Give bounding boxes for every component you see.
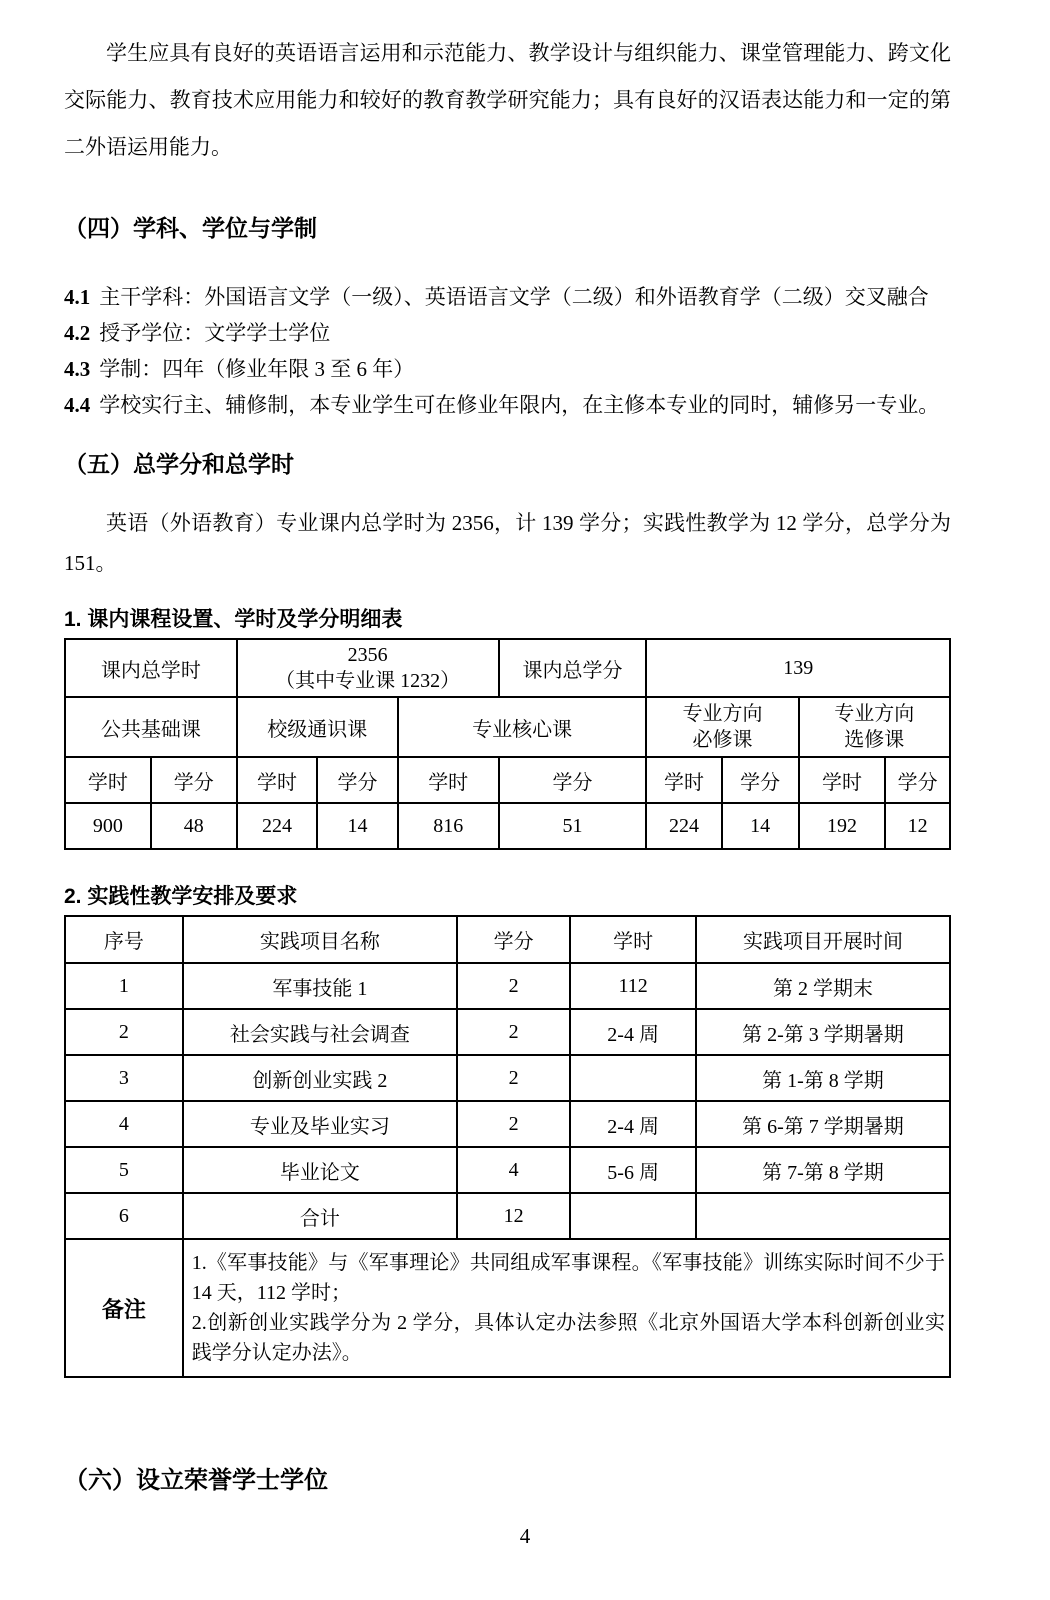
total-hours-number: 2356 bbox=[347, 644, 388, 666]
cell-seq: 5 bbox=[65, 1147, 183, 1193]
table-row bbox=[65, 963, 950, 1009]
cell-value: 14 bbox=[722, 803, 799, 849]
note-row bbox=[65, 1239, 950, 1377]
cell-category-general: 校级通识课 bbox=[237, 697, 398, 757]
item-4-1-text: 主干学科：外国语言文学（一级）、英语语言文学（二级）和外语教育学（二级）交叉融合 bbox=[99, 285, 929, 309]
cell-project-name: 专业及毕业实习 bbox=[183, 1101, 457, 1147]
cell-subheader: 学时 bbox=[65, 757, 151, 803]
table-row bbox=[65, 1101, 950, 1147]
cell-hours: 2-4 周 bbox=[570, 1009, 696, 1055]
item-4-4-text: 学校实行主、辅修制，本专业学生可在修业年限内，在主修本专业的同时，辅修另一专业。 bbox=[99, 393, 940, 417]
practice-header-row bbox=[65, 916, 950, 963]
cell-subheader: 学时 bbox=[646, 757, 721, 803]
item-4-3-number: 4.3 bbox=[64, 357, 91, 381]
cell-schedule: 第 2 学期末 bbox=[696, 963, 950, 1009]
note-label-cell: 备注 bbox=[65, 1239, 183, 1377]
curriculum-table bbox=[64, 638, 951, 850]
cell-subheader: 学分 bbox=[885, 757, 950, 803]
category-elective-line1: 专业方向 bbox=[834, 703, 915, 725]
cell-subheader: 学时 bbox=[799, 757, 886, 803]
cell-category-elective bbox=[799, 697, 950, 757]
cell-value: 14 bbox=[317, 803, 398, 849]
cell-value: 900 bbox=[65, 803, 151, 849]
cell-credits: 2 bbox=[457, 1101, 570, 1147]
intro-paragraph: 学生应具有良好的英语语言运用和示范能力、教学设计与组织能力、课堂管理能力、跨文化交际能力、教育技术应用能力和较好的教育教学研究能力；具有良好的汉语表达能力和一定的第二外语运用能力。 bbox=[64, 41, 951, 159]
cell-value: 192 bbox=[799, 803, 886, 849]
cell-value: 224 bbox=[646, 803, 721, 849]
cell-category-core: 专业核心课 bbox=[398, 697, 647, 757]
cell-credits: 2 bbox=[457, 1009, 570, 1055]
curriculum-table-caption: 1. 课内课程设置、学时及学分明细表 bbox=[64, 608, 403, 631]
section-4-items bbox=[64, 279, 951, 423]
cell-seq: 1 bbox=[65, 963, 183, 1009]
item-4-3-text: 学制：四年（修业年限 3 至 6 年） bbox=[99, 357, 415, 381]
cell-credits: 12 bbox=[457, 1193, 570, 1239]
cell-value: 48 bbox=[151, 803, 237, 849]
note-line-1: 1.《军事技能》与《军事理论》共同组成军事课程。《军事技能》训练实际时间不少于 14 天，112 学时； bbox=[191, 1252, 945, 1304]
cell-subheader: 学时 bbox=[398, 757, 499, 803]
table-row bbox=[65, 1193, 950, 1239]
cell-total-credits-label: 课内总学分 bbox=[499, 639, 647, 697]
cell-value: 224 bbox=[237, 803, 318, 849]
item-4-1-number: 4.1 bbox=[64, 285, 91, 309]
header-hours: 学时 bbox=[570, 916, 696, 963]
cell-total-hours-label: 课内总学时 bbox=[65, 639, 237, 697]
cell-credits: 2 bbox=[457, 1055, 570, 1101]
table-row bbox=[65, 1147, 950, 1193]
category-row bbox=[65, 697, 950, 757]
cell-project-name: 合计 bbox=[183, 1193, 457, 1239]
item-4-2-number: 4.2 bbox=[64, 321, 91, 345]
cell-subheader: 学分 bbox=[722, 757, 799, 803]
cell-project-name: 创新创业实践 2 bbox=[183, 1055, 457, 1101]
cell-seq: 6 bbox=[65, 1193, 183, 1239]
header-project-name: 实践项目名称 bbox=[183, 916, 457, 963]
cell-subheader: 学分 bbox=[499, 757, 647, 803]
practice-table-caption: 2. 实践性教学安排及要求 bbox=[64, 885, 298, 908]
cell-total-hours-value bbox=[237, 639, 499, 697]
cell-project-name: 军事技能 1 bbox=[183, 963, 457, 1009]
section-6-heading: （六）设立荣誉学士学位 bbox=[64, 1468, 328, 1494]
item-4-3 bbox=[64, 351, 951, 387]
totals-row bbox=[65, 639, 950, 697]
note-content-cell bbox=[183, 1239, 950, 1377]
cell-category-public-basic: 公共基础课 bbox=[65, 697, 237, 757]
subheader-row bbox=[65, 757, 950, 803]
cell-schedule bbox=[696, 1193, 950, 1239]
values-row bbox=[65, 803, 950, 849]
category-required-line1: 专业方向 bbox=[682, 703, 763, 725]
cell-hours bbox=[570, 1055, 696, 1101]
note-line-2: 2.创新创业实践学分为 2 学分，具体认定办法参照《北京外国语大学本科创新创业实践学分认定办法》。 bbox=[191, 1312, 945, 1364]
practice-table bbox=[64, 915, 951, 1378]
table-row bbox=[65, 1009, 950, 1055]
item-4-4-number: 4.4 bbox=[64, 393, 91, 417]
cell-value: 51 bbox=[499, 803, 647, 849]
cell-subheader: 学时 bbox=[237, 757, 318, 803]
cell-seq: 2 bbox=[65, 1009, 183, 1055]
item-4-1 bbox=[64, 279, 951, 315]
cell-schedule: 第 7-第 8 学期 bbox=[696, 1147, 950, 1193]
total-hours-note: （其中专业课 1232） bbox=[275, 670, 461, 692]
category-elective-line2: 选修课 bbox=[844, 729, 905, 751]
cell-seq: 4 bbox=[65, 1101, 183, 1147]
page-number: 4 bbox=[519, 1524, 531, 1548]
table-row bbox=[65, 1055, 950, 1101]
section-5-heading: （五）总学分和总学时 bbox=[64, 451, 294, 477]
cell-hours: 112 bbox=[570, 963, 696, 1009]
cell-total-credits-value: 139 bbox=[646, 639, 950, 697]
cell-category-required bbox=[646, 697, 798, 757]
cell-hours bbox=[570, 1193, 696, 1239]
item-4-4 bbox=[64, 387, 951, 423]
section-4-heading: （四）学科、学位与学制 bbox=[64, 215, 317, 241]
header-credits: 学分 bbox=[457, 916, 570, 963]
cell-credits: 4 bbox=[457, 1147, 570, 1193]
cell-hours: 2-4 周 bbox=[570, 1101, 696, 1147]
cell-value: 12 bbox=[885, 803, 950, 849]
cell-schedule: 第 6-第 7 学期暑期 bbox=[696, 1101, 950, 1147]
section-5-paragraph: 英语（外语教育）专业课内总学时为 2356，计 139 学分；实践性教学为 12 学分，总学分为 151。 bbox=[64, 511, 951, 575]
cell-project-name: 毕业论文 bbox=[183, 1147, 457, 1193]
cell-value: 816 bbox=[398, 803, 499, 849]
header-seq: 序号 bbox=[65, 916, 183, 963]
cell-seq: 3 bbox=[65, 1055, 183, 1101]
item-4-2 bbox=[64, 315, 951, 351]
header-schedule: 实践项目开展时间 bbox=[696, 916, 950, 963]
cell-schedule: 第 2-第 3 学期暑期 bbox=[696, 1009, 950, 1055]
cell-subheader: 学分 bbox=[151, 757, 237, 803]
cell-credits: 2 bbox=[457, 963, 570, 1009]
cell-project-name: 社会实践与社会调查 bbox=[183, 1009, 457, 1055]
cell-subheader: 学分 bbox=[317, 757, 398, 803]
cell-hours: 5-6 周 bbox=[570, 1147, 696, 1193]
item-4-2-text: 授予学位：文学学士学位 bbox=[99, 321, 331, 345]
category-required-line2: 必修课 bbox=[692, 729, 753, 751]
cell-schedule: 第 1-第 8 学期 bbox=[696, 1055, 950, 1101]
